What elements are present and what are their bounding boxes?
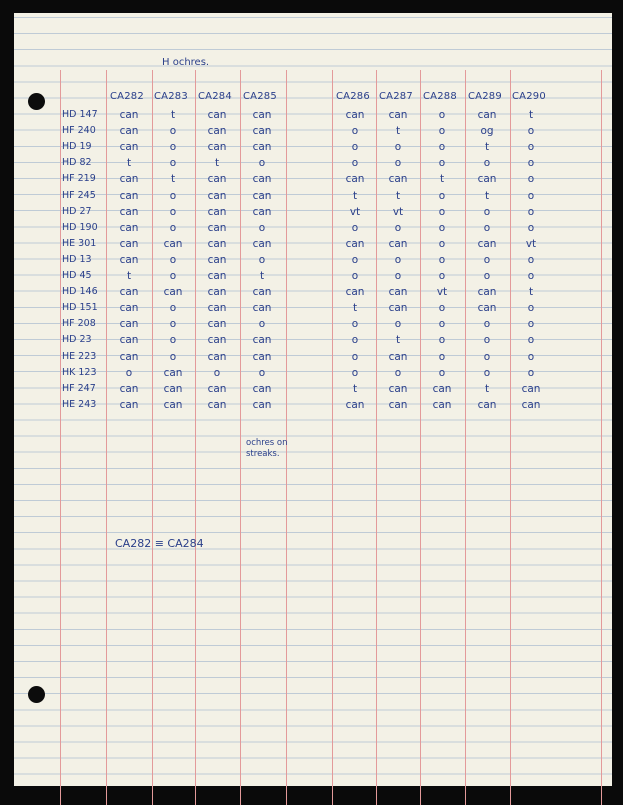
table-cell: o <box>351 318 359 331</box>
table-cell: can <box>119 382 139 395</box>
table-cell: o <box>169 302 177 315</box>
table-cell: can <box>345 286 365 299</box>
table-cell: can <box>207 270 227 282</box>
table-cell: can <box>119 286 139 299</box>
table-cell: vt <box>525 237 537 250</box>
table-cell: o <box>483 157 491 170</box>
table-cell: can <box>207 286 227 299</box>
table-cell: t <box>126 157 132 170</box>
table-cell: o <box>394 253 402 266</box>
table-cell: o <box>483 334 491 347</box>
table-cell: t <box>484 141 490 154</box>
table-cell: o <box>527 125 535 138</box>
table-cell: can <box>345 398 365 411</box>
table-cell: can <box>119 302 139 315</box>
table-cell: can <box>207 398 227 411</box>
table-cell: o <box>527 141 535 154</box>
row-label: HF 247 <box>62 382 96 394</box>
row-label: HF 240 <box>62 125 96 137</box>
table-cell: can <box>207 141 227 154</box>
table-cell: can <box>345 237 365 250</box>
table-cell: o <box>125 366 133 379</box>
row-label: HE 223 <box>62 350 97 362</box>
column-header: CA283 <box>154 91 188 102</box>
row-label: HF 245 <box>62 189 96 201</box>
table-cell: t <box>170 173 176 186</box>
table-cell: o <box>351 253 359 266</box>
table-cell: can <box>207 253 227 266</box>
table-cell: t <box>484 382 490 395</box>
column-line <box>240 70 241 805</box>
table-cell: o <box>438 125 446 138</box>
table-cell: can <box>477 398 497 411</box>
table-cell: vt <box>392 205 404 218</box>
table-cell: o <box>169 334 177 347</box>
table-cell: can <box>252 237 272 250</box>
column-header: CA286 <box>336 91 370 102</box>
table-cell: can <box>207 334 227 347</box>
table-cell: can <box>119 125 139 138</box>
table-cell: o <box>169 125 177 138</box>
table-cell: o <box>351 366 359 379</box>
column-header: CA287 <box>379 91 413 102</box>
table-cell: o <box>438 237 446 250</box>
table-cell: vt <box>349 205 361 218</box>
row-label: HD 147 <box>62 109 98 120</box>
table-cell: o <box>258 318 266 331</box>
table-cell: o <box>438 141 446 154</box>
row-label: HD 13 <box>62 253 92 265</box>
table-cell: can <box>388 350 408 363</box>
row-label: HD 45 <box>62 270 92 281</box>
table-cell: can <box>119 318 139 331</box>
table-cell: o <box>438 109 446 121</box>
row-label: HF 219 <box>62 173 96 185</box>
table-cell: can <box>163 366 183 379</box>
table-cell: o <box>169 270 177 282</box>
table-cell: can <box>388 286 408 299</box>
punch-hole-top <box>28 93 45 110</box>
table-cell: can <box>252 302 272 315</box>
table-cell: can <box>388 382 408 395</box>
table-cell: t <box>439 173 445 186</box>
table-cell: o <box>394 221 402 234</box>
table-cell: o <box>438 270 446 282</box>
table-cell: o <box>351 270 359 282</box>
table-cell: can <box>207 125 227 138</box>
table-cell: o <box>169 221 177 234</box>
row-label: HD 27 <box>62 205 92 217</box>
table-cell: t <box>214 157 220 170</box>
table-cell: can <box>477 237 497 250</box>
table-cell: can <box>388 237 408 250</box>
table-cell: t <box>126 270 132 282</box>
table-cell: o <box>169 253 177 266</box>
table-cell: o <box>394 157 402 170</box>
table-cell: o <box>527 302 535 315</box>
table-cell: can <box>207 109 227 121</box>
table-cell: can <box>119 205 139 218</box>
table-cell: o <box>394 270 402 282</box>
table-cell: t <box>484 189 490 202</box>
column-line <box>106 70 107 805</box>
table-cell: t <box>352 302 358 315</box>
table-cell: o <box>169 189 177 202</box>
table-cell: o <box>527 334 535 347</box>
table-cell: can <box>207 318 227 331</box>
table-cell: o <box>527 205 535 218</box>
table-cell: can <box>252 189 272 202</box>
table-cell: o <box>438 189 446 202</box>
table-cell: can <box>252 398 272 411</box>
table-cell: can <box>521 398 541 411</box>
table-cell: t <box>352 382 358 395</box>
table-cell: o <box>438 157 446 170</box>
table-cell: o <box>438 302 446 315</box>
table-cell: t <box>395 334 401 347</box>
table-cell: o <box>394 366 402 379</box>
table-cell: o <box>213 366 221 379</box>
table-cell: can <box>477 109 497 121</box>
row-label: HD 82 <box>62 157 92 169</box>
ruled-sheet <box>14 13 612 786</box>
row-label: HD 23 <box>62 334 92 346</box>
table-cell: can <box>207 382 227 395</box>
table-cell: o <box>351 125 359 138</box>
table-cell: can <box>252 141 272 154</box>
table-cell: o <box>483 221 491 234</box>
table-cell: can <box>252 350 272 363</box>
table-cell: can <box>119 221 139 234</box>
table-cell: o <box>169 318 177 331</box>
table-cell: o <box>527 221 535 234</box>
table-cell: o <box>483 253 491 266</box>
column-header: CA284 <box>198 91 232 102</box>
table-cell: o <box>351 141 359 154</box>
margin-line-right <box>601 70 602 805</box>
row-label: HK 123 <box>62 366 97 378</box>
table-cell: can <box>252 205 272 218</box>
table-cell: t <box>259 270 265 282</box>
table-cell: can <box>432 382 452 395</box>
table-cell: can <box>477 302 497 315</box>
table-cell: o <box>438 318 446 331</box>
table-cell: og <box>480 125 494 138</box>
table-cell: can <box>432 398 452 411</box>
column-line <box>376 70 377 805</box>
table-cell: o <box>438 253 446 266</box>
table-cell: can <box>207 205 227 218</box>
table-cell: can <box>388 109 408 121</box>
column-line <box>420 70 421 805</box>
column-line <box>195 70 196 805</box>
table-cell: o <box>527 253 535 266</box>
table-cell: o <box>258 253 266 266</box>
table-cell: can <box>119 173 139 186</box>
table-cell: o <box>351 334 359 347</box>
table-cell: o <box>527 350 535 363</box>
table-cell: can <box>163 237 183 250</box>
table-cell: o <box>169 157 177 170</box>
page-title: H ochres. <box>162 57 210 68</box>
table-cell: o <box>483 366 491 379</box>
table-cell: vt <box>436 286 448 299</box>
column-line <box>465 70 466 805</box>
table-cell: o <box>527 366 535 379</box>
table-cell: o <box>527 318 535 331</box>
table-cell: can <box>119 109 139 121</box>
table-cell: t <box>170 109 176 121</box>
table-cell: can <box>388 398 408 411</box>
table-cell: can <box>163 382 183 395</box>
table-cell: o <box>258 157 266 170</box>
table-cell: o <box>351 221 359 234</box>
table-cell: can <box>521 382 541 395</box>
table-cell: o <box>527 157 535 170</box>
table-cell: can <box>207 302 227 315</box>
column-header: CA285 <box>243 91 277 102</box>
table-cell: o <box>351 157 359 170</box>
row-label: HF 208 <box>62 318 96 330</box>
table-cell: o <box>351 350 359 363</box>
row-label: HE 301 <box>62 237 97 249</box>
table-cell: can <box>345 173 365 186</box>
punch-hole-bottom <box>28 686 45 703</box>
row-label: HE 243 <box>62 398 97 410</box>
table-cell: o <box>527 270 535 282</box>
table-cell: can <box>119 334 139 347</box>
table-cell: o <box>527 189 535 202</box>
table-cell: can <box>163 286 183 299</box>
table-cell: o <box>483 205 491 218</box>
table-cell: o <box>438 350 446 363</box>
table-cell: o <box>527 173 535 186</box>
table-cell: o <box>169 350 177 363</box>
margin-line-left <box>60 70 61 805</box>
table-cell: o <box>258 221 266 234</box>
column-line <box>332 70 333 805</box>
row-label: HD 190 <box>62 221 98 233</box>
table-cell: can <box>477 286 497 299</box>
table-cell: can <box>252 334 272 347</box>
table-cell: can <box>119 141 139 154</box>
table-cell: o <box>438 221 446 234</box>
table-cell: can <box>119 237 139 250</box>
table-cell: t <box>528 109 534 121</box>
table-cell: o <box>394 318 402 331</box>
column-header: CA289 <box>468 91 502 102</box>
table-cell: can <box>119 189 139 202</box>
table-cell: can <box>252 125 272 138</box>
row-label: HD 146 <box>62 286 98 298</box>
annotation-note: ochres on streaks. <box>246 438 288 460</box>
table-cell: can <box>163 398 183 411</box>
table-cell: can <box>345 109 365 121</box>
table-cell: can <box>477 173 497 186</box>
table-cell: t <box>395 189 401 202</box>
table-cell: o <box>169 205 177 218</box>
table-cell: o <box>258 366 266 379</box>
table-cell: can <box>119 398 139 411</box>
row-label: HD 151 <box>62 302 98 314</box>
table-cell: can <box>252 109 272 121</box>
table-cell: can <box>207 221 227 234</box>
column-header: CA282 <box>110 91 144 102</box>
table-cell: t <box>395 125 401 138</box>
table-cell: o <box>394 141 402 154</box>
table-cell: can <box>207 350 227 363</box>
equivalence-note: CA282 ≡ CA284 <box>115 537 204 550</box>
table-cell: can <box>252 286 272 299</box>
table-cell: can <box>207 189 227 202</box>
table-cell: o <box>169 141 177 154</box>
table-cell: o <box>483 270 491 282</box>
table-cell: can <box>119 350 139 363</box>
table-cell: can <box>207 173 227 186</box>
row-label: HD 19 <box>62 141 92 153</box>
column-header: CA288 <box>423 91 457 102</box>
column-header: CA290 <box>512 91 546 102</box>
table-cell: t <box>528 286 534 299</box>
table-cell: can <box>388 173 408 186</box>
table-cell: can <box>252 382 272 395</box>
table-cell: o <box>483 350 491 363</box>
table-cell: can <box>252 173 272 186</box>
table-cell: o <box>438 366 446 379</box>
table-cell: o <box>483 318 491 331</box>
table-cell: t <box>352 189 358 202</box>
table-cell: can <box>388 302 408 315</box>
table-cell: can <box>119 253 139 266</box>
table-cell: o <box>438 205 446 218</box>
table-cell: o <box>438 334 446 347</box>
table-cell: can <box>207 237 227 250</box>
